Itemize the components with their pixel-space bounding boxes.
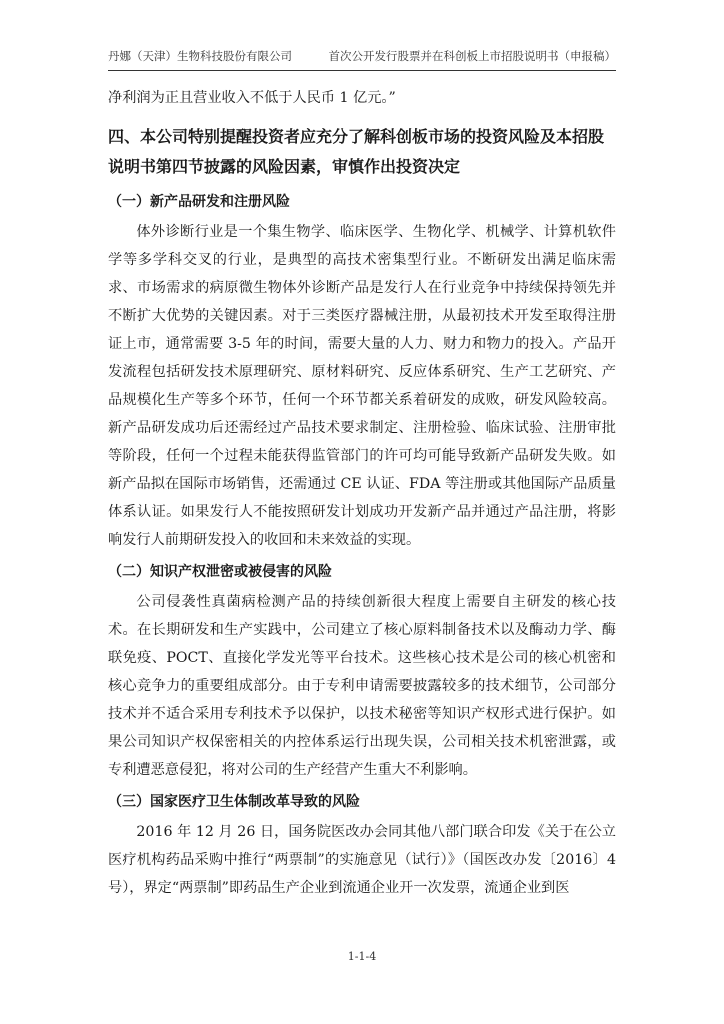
section-4-heading: 四、本公司特别提醒投资者应充分了解科创板市场的投资风险及本招股说明书第四节披露的风险因素，审慎作出投资决定: [108, 127, 605, 176]
header-divider: [108, 70, 616, 71]
subsection-3-heading: （三）国家医疗卫生体制改革导致的风险: [108, 794, 360, 810]
page-header: [108, 48, 616, 64]
subsection-2-heading: （二）知识产权泄密或被侵害的风险: [108, 564, 332, 580]
header-document-title: 首次公开发行股票并在科创板上市招股说明书（申报稿）: [328, 49, 616, 63]
page-number: 1-1-4: [347, 950, 377, 963]
subsection-1-paragraph: 体外诊断行业是一个集生物学、临床医学、生物化学、机械学、计算机软件学等多学科交叉的行业，是典型的高技术密集型行业。不断研发出满足临床需求、市场需求的病原微生物体外诊断产品是发行人在行业竞争中持续保持领先并不断扩大优势的关键因素。对于三类医疗器械注册，从最初技术开发至取得注册证上市，通常需要 3-5 年的时间，需要大量的人力、财力和物力的投入。产品开发流程包括研发技术原理研究、原材料研究、反应体系研究、生产工艺研究、产品规模化生产等多个环节，任何一个环节都关系着研发的成败，研发风险较高。新产品研发成功后还需经过产品技术要求制定、注册检验、临床试验、注册审批等阶段，任何一个过程未能获得监管部门的许可均可能导致新产品研发失败。如新产品拟在国际市场销售，还需通过 CE 认证、FDA 等注册或其他国际产品质量体系认证。如果发行人不能按照研发计划成功开发新产品并通过产品注册，将影响发行人前期研发投入的收回和未来效益的实现。: [108, 224, 616, 548]
header-company-name: 丹娜（天津）生物科技股份有限公司: [108, 49, 292, 63]
subsection-2-paragraph: 公司侵袭性真菌病检测产品的持续创新很大程度上需要自主研发的核心技术。在长期研发和生产实践中，公司建立了核心原料制备技术以及酶动力学、酶联免疫、POCT、直接化学发光等平台技术。这些核心技术是公司的核心机密和核心竞争力的重要组成部分。由于专利申请需要披露较多的技术细节，公司部分技术并不适合采用专利技术予以保护，以技术秘密等知识产权形式进行保护。如果公司知识产权保密相关的内控体系运行出现失误，公司相关技术机密泄露，或专利遭恶意侵犯，将对公司的生产经营产生重大不利影响。: [108, 594, 616, 778]
intro-paragraph: 净利润为正且营业收入不低于人民币 1 亿元。”: [108, 90, 396, 106]
document-body: [108, 84, 616, 902]
subsection-3-paragraph: 2016 年 12 月 26 日，国务院医改办会同其他八部门联合印发《关于在公立医疗机构药品采购中推行“两票制”的实施意见（试行）》（国医改办发〔2016〕4 号），界定“两票制”即药品生产企业到流通企业开一次发票，流通企业到医: [108, 824, 616, 896]
subsection-1-heading: （一）新产品研发和注册风险: [108, 194, 290, 210]
